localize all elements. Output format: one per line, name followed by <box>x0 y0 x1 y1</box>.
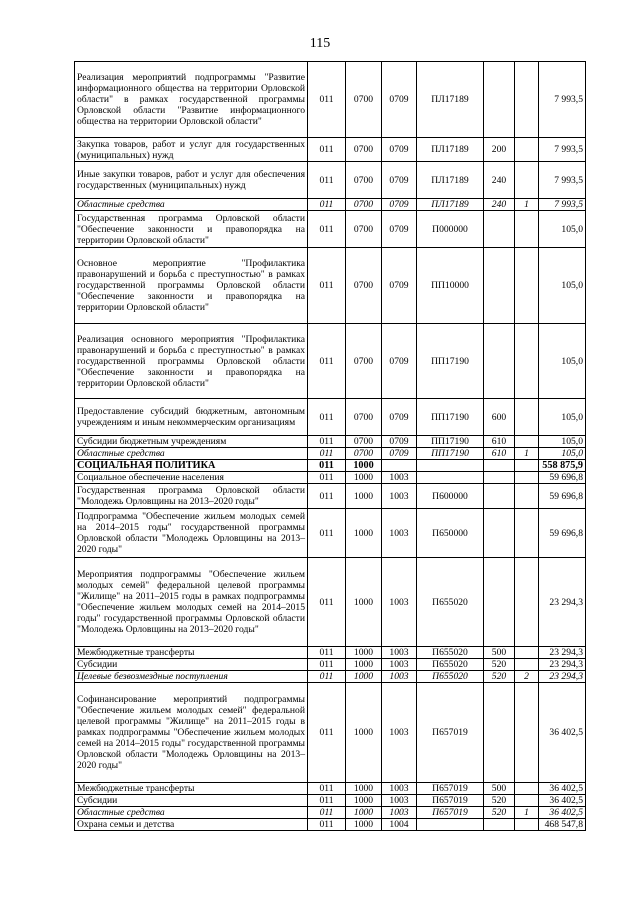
row-source-code <box>515 436 539 448</box>
row-expense-type <box>484 509 515 558</box>
row-ved-code: 011 <box>308 248 346 324</box>
row-source-code <box>515 484 539 509</box>
row-section-code: 1000 <box>346 558 382 647</box>
row-amount: 36 402,5 <box>539 783 586 795</box>
row-amount: 23 294,3 <box>539 671 586 683</box>
row-amount: 36 402,5 <box>539 807 586 819</box>
table-row <box>75 199 586 211</box>
table-row <box>75 807 586 819</box>
row-expense-type <box>484 460 515 472</box>
row-ved-code: 011 <box>308 324 346 399</box>
row-subsection-code: 0709 <box>382 248 417 324</box>
row-expense-type: 240 <box>484 199 515 211</box>
row-section-code: 0700 <box>346 138 382 162</box>
row-ved-code: 011 <box>308 448 346 460</box>
row-subsection-code: 1003 <box>382 509 417 558</box>
row-subsection-code <box>382 460 417 472</box>
row-subsection-code: 1003 <box>382 558 417 647</box>
row-expense-type: 520 <box>484 807 515 819</box>
row-subsection-code: 0709 <box>382 199 417 211</box>
table-row <box>75 472 586 484</box>
row-ved-code: 011 <box>308 162 346 199</box>
row-amount: 105,0 <box>539 448 586 460</box>
row-expense-type: 520 <box>484 659 515 671</box>
row-section-code: 0700 <box>346 448 382 460</box>
row-section-code: 0700 <box>346 248 382 324</box>
row-name: Субсидии <box>75 659 308 671</box>
row-target-article: П650000 <box>417 509 484 558</box>
row-ved-code: 011 <box>308 436 346 448</box>
row-source-code: 2 <box>515 671 539 683</box>
row-expense-type <box>484 324 515 399</box>
table-row <box>75 248 586 324</box>
row-target-article: П657019 <box>417 795 484 807</box>
table-row <box>75 509 586 558</box>
row-name: Охрана семьи и детства <box>75 819 308 831</box>
row-amount: 105,0 <box>539 436 586 448</box>
table-row <box>75 783 586 795</box>
row-amount: 105,0 <box>539 399 586 436</box>
row-expense-type: 200 <box>484 138 515 162</box>
row-source-code <box>515 683 539 783</box>
row-amount: 7 993,5 <box>539 199 586 211</box>
row-section-code: 1000 <box>346 484 382 509</box>
row-target-article <box>417 819 484 831</box>
row-name: Социальное обеспечение населения <box>75 472 308 484</box>
row-source-code <box>515 248 539 324</box>
row-expense-type: 500 <box>484 783 515 795</box>
row-ved-code: 011 <box>308 509 346 558</box>
row-expense-type: 520 <box>484 795 515 807</box>
row-expense-type <box>484 62 515 138</box>
row-expense-type: 240 <box>484 162 515 199</box>
row-source-code <box>515 558 539 647</box>
row-subsection-code: 0709 <box>382 162 417 199</box>
row-name: Субсидии <box>75 795 308 807</box>
row-source-code <box>515 647 539 659</box>
row-section-code: 1000 <box>346 683 382 783</box>
row-target-article: ПП17190 <box>417 448 484 460</box>
row-section-code: 1000 <box>346 783 382 795</box>
row-subsection-code: 1003 <box>382 783 417 795</box>
row-target-article: П000000 <box>417 211 484 248</box>
table-row <box>75 683 586 783</box>
row-source-code <box>515 460 539 472</box>
row-amount: 105,0 <box>539 211 586 248</box>
row-section-code: 1000 <box>346 460 382 472</box>
row-subsection-code: 1003 <box>382 472 417 484</box>
row-target-article: П655020 <box>417 659 484 671</box>
row-expense-type <box>484 484 515 509</box>
row-name: Целевые безвозмездные поступления <box>75 671 308 683</box>
row-expense-type: 610 <box>484 436 515 448</box>
table-row <box>75 162 586 199</box>
row-source-code: 1 <box>515 448 539 460</box>
row-ved-code: 011 <box>308 460 346 472</box>
row-amount: 59 696,8 <box>539 484 586 509</box>
row-expense-type: 600 <box>484 399 515 436</box>
row-source-code <box>515 659 539 671</box>
row-section-code: 1000 <box>346 795 382 807</box>
row-subsection-code: 1003 <box>382 795 417 807</box>
row-target-article: П657019 <box>417 683 484 783</box>
table-row <box>75 399 586 436</box>
row-section-code: 0700 <box>346 324 382 399</box>
row-source-code <box>515 399 539 436</box>
row-amount: 7 993,5 <box>539 138 586 162</box>
row-subsection-code: 0709 <box>382 436 417 448</box>
row-ved-code: 011 <box>308 659 346 671</box>
row-expense-type <box>484 819 515 831</box>
row-subsection-code: 1003 <box>382 647 417 659</box>
row-name: Мероприятия подпрограммы "Обеспечение жильем молодых семей" федеральной целевой программы "Жилище" на 2011–2015 годы в рамках подпрограммы "Обеспечение жильем молодых семей на 2014–2015 годы" государственной программы Орловской области "Молодежь Орловщины на 2013–2020 годы" <box>75 558 308 647</box>
row-amount: 7 993,5 <box>539 62 586 138</box>
row-name: Областные средства <box>75 199 308 211</box>
row-target-article: П600000 <box>417 484 484 509</box>
table-row <box>75 62 586 138</box>
row-section-code: 1000 <box>346 659 382 671</box>
table-row <box>75 558 586 647</box>
row-amount: 105,0 <box>539 248 586 324</box>
row-name: Межбюджетные трансферты <box>75 783 308 795</box>
row-ved-code: 011 <box>308 671 346 683</box>
row-expense-type: 520 <box>484 671 515 683</box>
row-section-code: 0700 <box>346 436 382 448</box>
page-number: 115 <box>309 36 331 51</box>
row-ved-code: 011 <box>308 683 346 783</box>
table-row <box>75 448 586 460</box>
row-name: Закупка товаров, работ и услуг для государственных (муниципальных) нужд <box>75 138 308 162</box>
row-name: Межбюджетные трансферты <box>75 647 308 659</box>
row-subsection-code: 1003 <box>382 659 417 671</box>
row-name: Предоставление субсидий бюджетным, автономным учреждениям и иным некоммерческим организациям <box>75 399 308 436</box>
table-row <box>75 436 586 448</box>
row-target-article: ПЛ17189 <box>417 62 484 138</box>
row-target-article <box>417 460 484 472</box>
table-row <box>75 795 586 807</box>
row-ved-code: 011 <box>308 558 346 647</box>
row-ved-code: 011 <box>308 807 346 819</box>
row-amount: 558 875,9 <box>539 460 586 472</box>
table-row <box>75 647 586 659</box>
row-source-code <box>515 472 539 484</box>
row-section-code: 1000 <box>346 509 382 558</box>
row-name: Подпрограмма "Обеспечение жильем молодых семей на 2014–2015 годы" государственной программы Орловской области "Молодежь Орловщины на 2013–2020 годы" <box>75 509 308 558</box>
row-amount: 23 294,3 <box>539 558 586 647</box>
row-target-article: П657019 <box>417 807 484 819</box>
row-section-code: 1000 <box>346 671 382 683</box>
row-section-code: 1000 <box>346 807 382 819</box>
row-expense-type: 500 <box>484 647 515 659</box>
row-source-code <box>515 509 539 558</box>
row-subsection-code: 1003 <box>382 683 417 783</box>
row-target-article: ПП17190 <box>417 324 484 399</box>
table-row <box>75 460 586 472</box>
row-section-code: 1000 <box>346 647 382 659</box>
row-source-code <box>515 162 539 199</box>
row-name: Реализация основного мероприятия "Профилактика правонарушений и борьба с преступностью" в рамках государственной программы Орловской области "Обеспечение законности и правопорядка на территории Орловской области" <box>75 324 308 399</box>
row-subsection-code: 0709 <box>382 62 417 138</box>
row-ved-code: 011 <box>308 795 346 807</box>
row-ved-code: 011 <box>308 62 346 138</box>
row-amount: 7 993,5 <box>539 162 586 199</box>
table-row <box>75 819 586 831</box>
row-target-article: П655020 <box>417 647 484 659</box>
row-subsection-code: 0709 <box>382 399 417 436</box>
table-row <box>75 211 586 248</box>
table-row <box>75 138 586 162</box>
row-ved-code: 011 <box>308 199 346 211</box>
row-section-code: 1000 <box>346 819 382 831</box>
row-target-article: П655020 <box>417 671 484 683</box>
row-name: СОЦИАЛЬНАЯ ПОЛИТИКА <box>75 460 308 472</box>
row-ved-code: 011 <box>308 211 346 248</box>
row-section-code: 1000 <box>346 472 382 484</box>
row-subsection-code: 0709 <box>382 211 417 248</box>
row-expense-type <box>484 211 515 248</box>
row-amount: 36 402,5 <box>539 683 586 783</box>
row-name: Софинансирование мероприятий подпрограммы "Обеспечение жильем молодых семей" федеральной целевой программы "Жилище" на 2011–2015 годы в рамках подпрограммы "Обеспечение жильем молодых семей на 2014–2015 годы" государственной программы Орловской области "Молодежь Орловщины на 2013–2020 годы" <box>75 683 308 783</box>
row-source-code <box>515 211 539 248</box>
row-amount: 105,0 <box>539 324 586 399</box>
row-section-code: 0700 <box>346 211 382 248</box>
row-amount: 23 294,3 <box>539 647 586 659</box>
row-expense-type: 610 <box>484 448 515 460</box>
row-amount: 59 696,8 <box>539 472 586 484</box>
row-section-code: 0700 <box>346 199 382 211</box>
row-ved-code: 011 <box>308 484 346 509</box>
budget-table <box>74 61 586 831</box>
row-ved-code: 011 <box>308 138 346 162</box>
table-row <box>75 659 586 671</box>
table-row <box>75 671 586 683</box>
row-target-article: П657019 <box>417 783 484 795</box>
row-source-code <box>515 62 539 138</box>
row-source-code <box>515 819 539 831</box>
row-expense-type <box>484 472 515 484</box>
row-expense-type <box>484 248 515 324</box>
row-name: Основное мероприятие "Профилактика правонарушений и борьба с преступностью" в рамках государственной программы Орловской области "Обеспечение законности и правопорядка на территории Орловской области" <box>75 248 308 324</box>
table-row <box>75 484 586 509</box>
row-name: Областные средства <box>75 807 308 819</box>
row-ved-code: 011 <box>308 783 346 795</box>
row-expense-type <box>484 683 515 783</box>
row-name: Субсидии бюджетным учреждениям <box>75 436 308 448</box>
row-target-article: П655020 <box>417 558 484 647</box>
row-name: Областные средства <box>75 448 308 460</box>
row-subsection-code: 1004 <box>382 819 417 831</box>
row-name: Иные закупки товаров, работ и услуг для обеспечения государственных (муниципальных) нужд <box>75 162 308 199</box>
row-amount: 36 402,5 <box>539 795 586 807</box>
row-source-code <box>515 783 539 795</box>
row-expense-type <box>484 558 515 647</box>
row-amount: 468 547,8 <box>539 819 586 831</box>
row-target-article <box>417 472 484 484</box>
row-target-article: ПЛ17189 <box>417 199 484 211</box>
row-section-code: 0700 <box>346 399 382 436</box>
row-target-article: ПЛ17189 <box>417 162 484 199</box>
row-ved-code: 011 <box>308 399 346 436</box>
row-target-article: ПП17190 <box>417 399 484 436</box>
row-name: Реализация мероприятий подпрограммы "Развитие информационного общества на территории Орловской области" в рамках государственной программы Орловской области "Развитие информационного общества на территории Орловской области" <box>75 62 308 138</box>
row-source-code <box>515 138 539 162</box>
table-row <box>75 324 586 399</box>
row-subsection-code: 1003 <box>382 807 417 819</box>
row-source-code <box>515 324 539 399</box>
row-source-code: 1 <box>515 807 539 819</box>
row-target-article: ПП17190 <box>417 436 484 448</box>
row-subsection-code: 1003 <box>382 484 417 509</box>
row-subsection-code: 0709 <box>382 324 417 399</box>
row-subsection-code: 1003 <box>382 671 417 683</box>
row-name: Государственная программа Орловской области "Молодежь Орловщины на 2013–2020 годы" <box>75 484 308 509</box>
row-subsection-code: 0709 <box>382 138 417 162</box>
row-source-code: 1 <box>515 199 539 211</box>
row-section-code: 0700 <box>346 62 382 138</box>
row-subsection-code: 0709 <box>382 448 417 460</box>
row-amount: 23 294,3 <box>539 659 586 671</box>
row-amount: 59 696,8 <box>539 509 586 558</box>
row-ved-code: 011 <box>308 472 346 484</box>
row-ved-code: 011 <box>308 647 346 659</box>
row-section-code: 0700 <box>346 162 382 199</box>
row-target-article: ПЛ17189 <box>417 138 484 162</box>
row-source-code <box>515 795 539 807</box>
row-target-article: ПП10000 <box>417 248 484 324</box>
row-name: Государственная программа Орловской области "Обеспечение законности и правопорядка на территории Орловской области" <box>75 211 308 248</box>
row-ved-code: 011 <box>308 819 346 831</box>
